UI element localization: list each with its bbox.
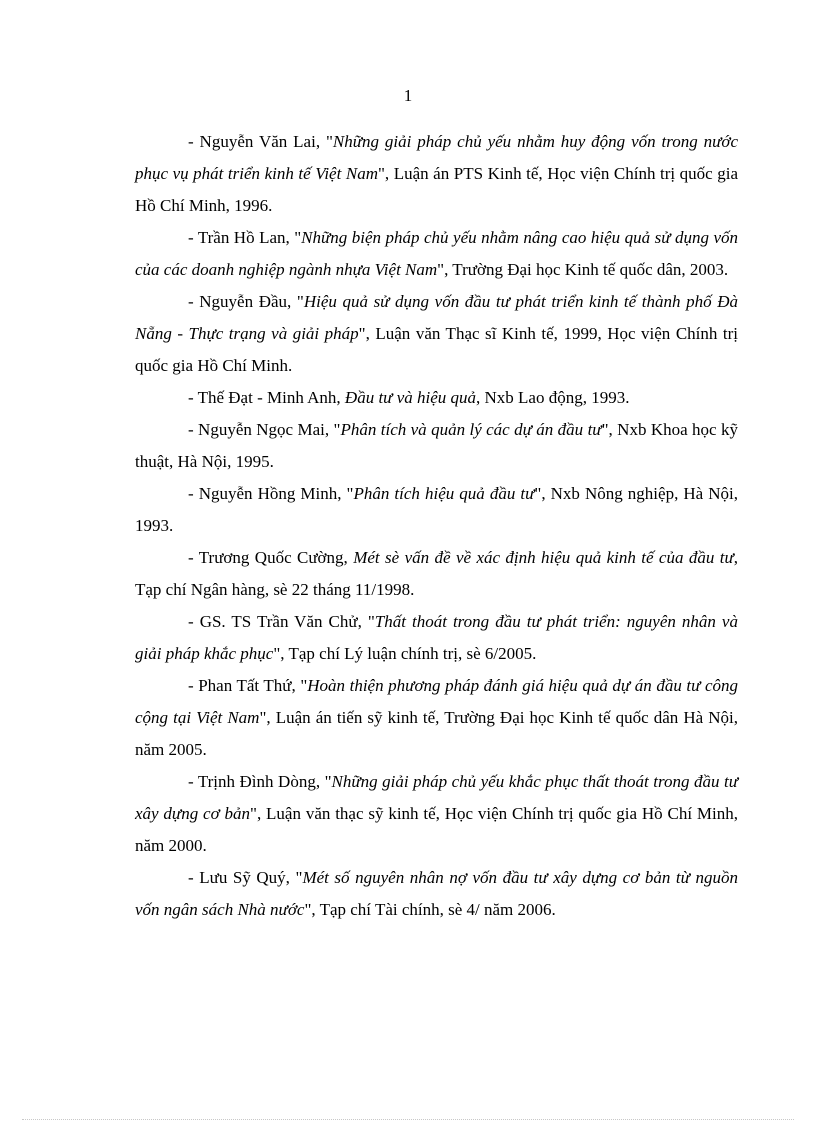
reference-author: - Phan Tất Thứ, "	[188, 676, 308, 695]
reference-title: Thất thoát trong đầu tư phát triển: nguyên nhân và giải pháp khắc phục	[135, 612, 738, 663]
reference-source: ", Luận văn Thạc sĩ Kinh tế, 1999, Học viện Chính trị quốc gia Hồ Chí Minh.	[135, 324, 738, 375]
reference-source: ", Luận văn thạc sỹ kinh tế, Học viện Chính trị quốc gia Hồ Chí Minh, năm 2000.	[135, 804, 738, 855]
reference-author: - Nguyễn Hồng Minh, "	[188, 484, 354, 503]
reference-item	[135, 382, 738, 414]
page-number: 1	[403, 86, 413, 105]
reference-item	[135, 606, 738, 670]
reference-title: Những biện pháp chủ yếu nhằm nâng cao hiệu quả sử dụng vốn của các doanh nghiệp ngành nhựa Việt Nam	[135, 228, 738, 279]
reference-item	[135, 126, 738, 222]
reference-source: ", Trường Đại học Kinh tế quốc dân, 2003.	[437, 260, 729, 279]
reference-item	[135, 862, 738, 926]
reference-author: - Nguyễn Văn Lai, "	[188, 132, 333, 151]
reference-title: Phân tích và quản lý các dự án đầu tư	[340, 420, 602, 439]
reference-title: Mét số nguyên nhân nợ vốn đầu tư xây dựng cơ bản từ nguồn vốn ngân sách Nhà nước	[135, 868, 738, 919]
reference-item	[135, 542, 738, 606]
reference-source: ", Luận án tiến sỹ kinh tế, Trường Đại học Kinh tế quốc dân Hà Nội, năm 2005.	[135, 708, 738, 759]
reference-source: ", Luận án PTS Kinh tế, Học viện Chính trị quốc gia Hồ Chí Minh, 1996.	[135, 164, 738, 215]
reference-list	[135, 126, 738, 926]
reference-title: Những giải pháp chủ yếu khắc phục thất thoát trong đầu tư xây dựng cơ bản	[135, 772, 738, 823]
reference-item	[135, 478, 738, 542]
reference-source: , Nxb Lao động, 1993.	[476, 388, 630, 407]
reference-source: ", Tạp chí Tài chính, sè 4/ năm 2006.	[304, 900, 556, 919]
reference-author: - Thế Đạt - Minh Anh,	[188, 388, 345, 407]
reference-author: - Trần Hồ Lan, "	[188, 228, 302, 247]
reference-source: , Tạp chí Ngân hàng, sè 22 tháng 11/1998.	[135, 548, 738, 599]
reference-item	[135, 670, 738, 766]
reference-author: - Nguyễn Đầu, "	[188, 292, 304, 311]
reference-title: Hiệu quả sử dụng vốn đầu tư phát triển kinh tế thành phố Đà Nẵng - Thực trạng và giải pháp	[135, 292, 738, 343]
reference-item	[135, 286, 738, 382]
reference-title: Đầu tư và hiệu quả	[344, 388, 477, 407]
reference-title: Hoàn thiện phương pháp đánh giá hiệu quả dự án đầu tư công cộng tại Việt Nam	[135, 676, 738, 727]
reference-author: - GS. TS Trần Văn Chử, "	[188, 612, 375, 631]
reference-item	[135, 414, 738, 478]
reference-source: ", Tạp chí Lý luận chính trị, sè 6/2005.	[273, 644, 537, 663]
reference-author: - Trịnh Đình Dòng, "	[188, 772, 332, 791]
reference-author: - Lưu Sỹ Quý, "	[188, 868, 303, 887]
reference-author: - Trương Quốc Cường,	[188, 548, 354, 567]
reference-title: Những giải pháp chủ yếu nhằm huy động vốn trong nước phục vụ phát triển kinh tế Việt Nam	[135, 132, 738, 183]
reference-item	[135, 766, 738, 862]
reference-source: ", Nxb Khoa học kỹ thuật, Hà Nội, 1995.	[135, 420, 738, 471]
reference-title: Mét sè vấn đề về xác định hiệu quả kinh tế của đầu tư	[353, 548, 734, 567]
reference-author: - Nguyễn Ngọc Mai, "	[188, 420, 341, 439]
reference-item	[135, 222, 738, 286]
reference-title: Phân tích hiệu quả đầu tư	[353, 484, 535, 503]
page-bottom-divider	[22, 1119, 794, 1120]
reference-source: ", Nxb Nông nghiệp, Hà Nội, 1993.	[135, 484, 738, 535]
